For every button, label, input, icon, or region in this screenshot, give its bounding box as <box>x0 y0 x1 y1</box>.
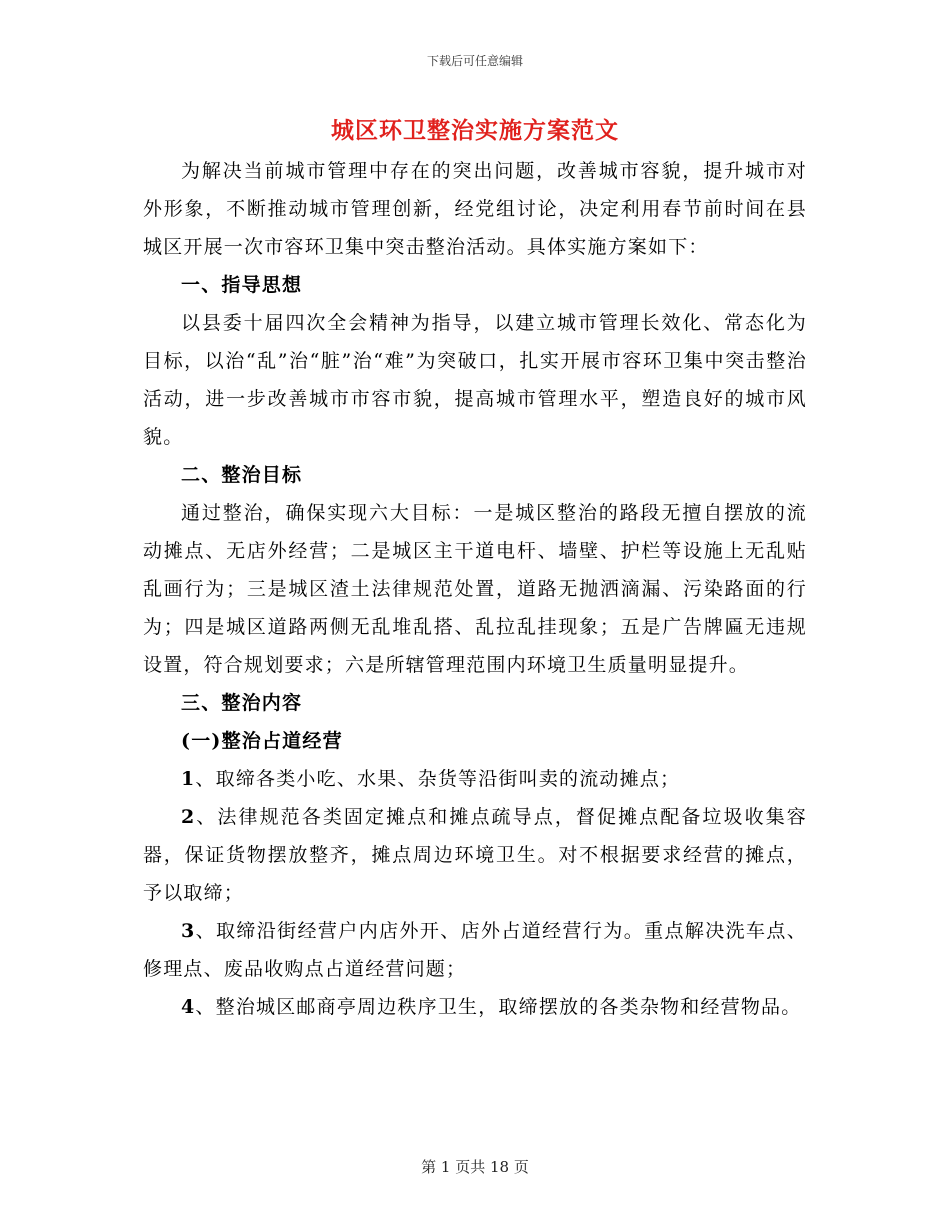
list-item <box>143 760 807 798</box>
subsection-heading-road-occupation: (一)整治占道经营 <box>181 730 343 752</box>
document-title: 城区环卫整治实施方案范文 <box>331 117 619 144</box>
list-item <box>143 988 807 1026</box>
list-item-text: 、取缔各类小吃、水果、杂货等沿街叫卖的流动摊点； <box>195 768 681 790</box>
intro-paragraph: 为解决当前城市管理中存在的突出问题，改善城市容貌，提升城市对外形象，不断推动城市管理创新，经党组讨论，决定利用春节前时间在县城区开展一次市容环卫集中突击整治活动。具体实施方案如下： <box>143 160 807 258</box>
list-item-number: 3 <box>181 920 196 942</box>
section-heading-guiding-ideology: 一、指导思想 <box>181 274 303 296</box>
section-paragraph-goals: 通过整治，确保实现六大目标：一是城区整治的路段无擅自摆放的流动摊点、无店外经营；二是城区主干道电杆、墙壁、护栏等设施上无乱贴乱画行为；三是城区渣土法律规范处置，道路无抛洒滴漏、污染路面的行为；四是城区道路两侧无乱堆乱搭、乱拉乱挂现象；五是广告牌匾无违规设置，符合规划要求；六是所辖管理范围内环境卫生质量明显提升。 <box>143 502 807 676</box>
section-heading-goals: 二、整治目标 <box>181 464 303 486</box>
section-heading-content: 三、整治内容 <box>181 692 303 714</box>
list-item-text: 、取缔沿街经营户内店外开、店外占道经营行为。重点解决洗车点、修理点、废品收购点占道经营问题； <box>143 920 807 980</box>
section-paragraph-guiding-ideology: 以县委十届四次全会精神为指导，以建立城市管理长效化、常态化为目标，以治“乱”治“脏”治“难”为突破口，扎实开展市容环卫集中突击整治活动，进一步改善城市市容市貌，提高城市管理水平，塑造良好的城市风貌。 <box>143 312 807 448</box>
list-item-number: 4 <box>181 996 196 1018</box>
list-item-number: 2 <box>181 806 196 828</box>
page-footer: 第 1 页共 18 页 <box>421 1158 529 1176</box>
page-header-note: 下载后可任意编辑 <box>426 54 523 68</box>
list-item <box>143 912 807 988</box>
list-item-text: 、法律规范各类固定摊点和摊点疏导点，督促摊点配备垃圾收集容器，保证货物摆放整齐，摊点周边环境卫生。对不根据要求经营的摊点，予以取缔； <box>143 806 807 904</box>
list-item-number: 1 <box>181 768 196 790</box>
list-item-text: 、整治城区邮商亭周边秩序卫生，取缔摆放的各类杂物和经营物品。 <box>195 996 802 1018</box>
document-body <box>143 152 807 1026</box>
list-item <box>143 798 807 912</box>
